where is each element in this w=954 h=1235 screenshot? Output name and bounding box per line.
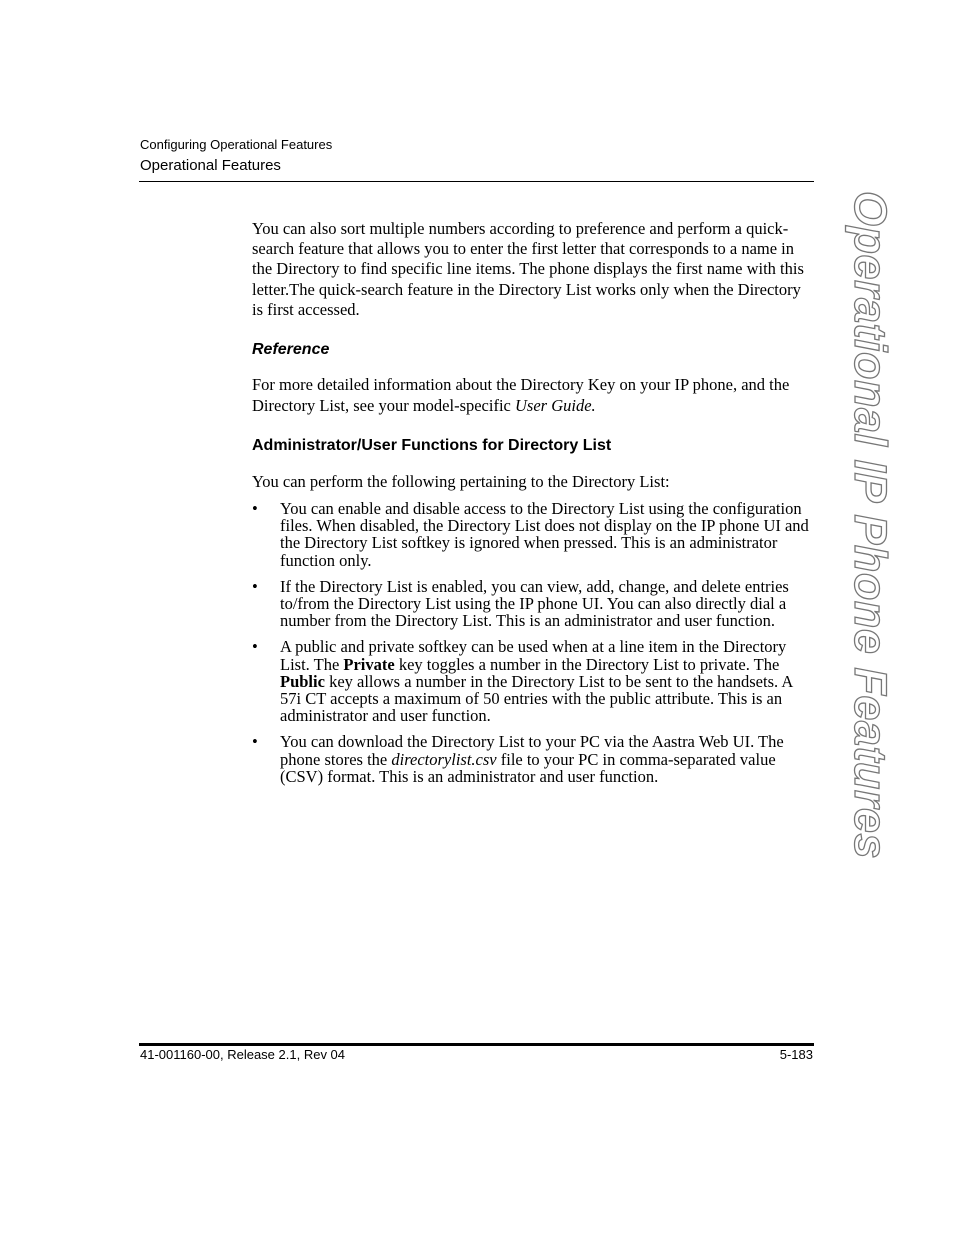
header-section-title: Operational Features xyxy=(140,157,281,174)
reference-heading: Reference xyxy=(252,341,330,359)
list-item xyxy=(252,578,814,630)
side-tab-title: Operational IP Phone Features xyxy=(845,191,896,859)
footer-divider xyxy=(139,1043,814,1046)
bullet-marker: • xyxy=(252,732,258,752)
filename: directorylist.csv xyxy=(391,749,497,769)
header-chapter-title: Configuring Operational Features xyxy=(140,137,333,152)
list-item-text-pre: A public and private softkey can be used when at a line item in the Directory List. The xyxy=(280,637,787,674)
admin-functions-lead: You can perform the following pertaining to the Directory List: xyxy=(252,472,670,492)
intro-paragraph: You can also sort multiple numbers according to preference and perform a quick-search feature that allows you to enter the first letter that corresponds to a name in the Directory to find specific line items. The phone displays the first name with this letter.The quick-search feature in the Directory List works only when the Directory is first accessed. xyxy=(252,219,804,319)
footer-page-number: 5-183 xyxy=(779,1047,813,1062)
list-item xyxy=(252,638,814,724)
private-key-term: Private xyxy=(343,654,395,674)
reference-text: For more detailed information about the Directory Key on your IP phone, and the Directory List, see your model-specific xyxy=(252,375,790,416)
list-item-text: You can enable and disable access to the Directory List using the configuration files. When disabled, the Directory List does not display on the IP phone UI and the Directory List softkey is ignored when pressed. This is an administrator function only. xyxy=(280,499,809,570)
bullet-marker: • xyxy=(252,637,258,657)
reference-paragraph xyxy=(252,374,814,416)
page-content xyxy=(252,219,814,794)
list-item-text-mid: key toggles a number in the Directory List to private. The xyxy=(394,654,780,674)
list-item xyxy=(252,500,814,569)
list-item-text-pre: You can download the Directory List to your PC via the Aastra Web UI. The phone stores the xyxy=(280,732,784,769)
list-item-text: If the Directory List is enabled, you can view, add, change, and delete entries to/from the Directory List using the IP phone UI. You can also directly dial a number from the Directory List. This is an administrator and user function. xyxy=(280,576,789,631)
admin-functions-list xyxy=(252,500,814,785)
reference-guide-title: User Guide. xyxy=(515,396,596,416)
list-item-text-post: file to your PC in comma-separated value (CSV) format. This is an administrator and user function. xyxy=(280,749,776,786)
header-divider xyxy=(139,181,814,182)
list-item xyxy=(252,733,814,785)
footer-doc-id: 41-001160-00, Release 2.1, Rev 04 xyxy=(140,1047,346,1062)
list-item-text-post: key allows a number in the Directory List to be sent to the handsets. A 57i CT accepts a maximum of 50 entries with the public attribute. This is an administrator and user function. xyxy=(280,671,793,726)
bullet-marker: • xyxy=(252,576,258,596)
bullet-marker: • xyxy=(252,499,258,519)
admin-functions-heading: Administrator/User Functions for Directory List xyxy=(252,437,612,455)
public-key-term: Public xyxy=(280,671,325,691)
